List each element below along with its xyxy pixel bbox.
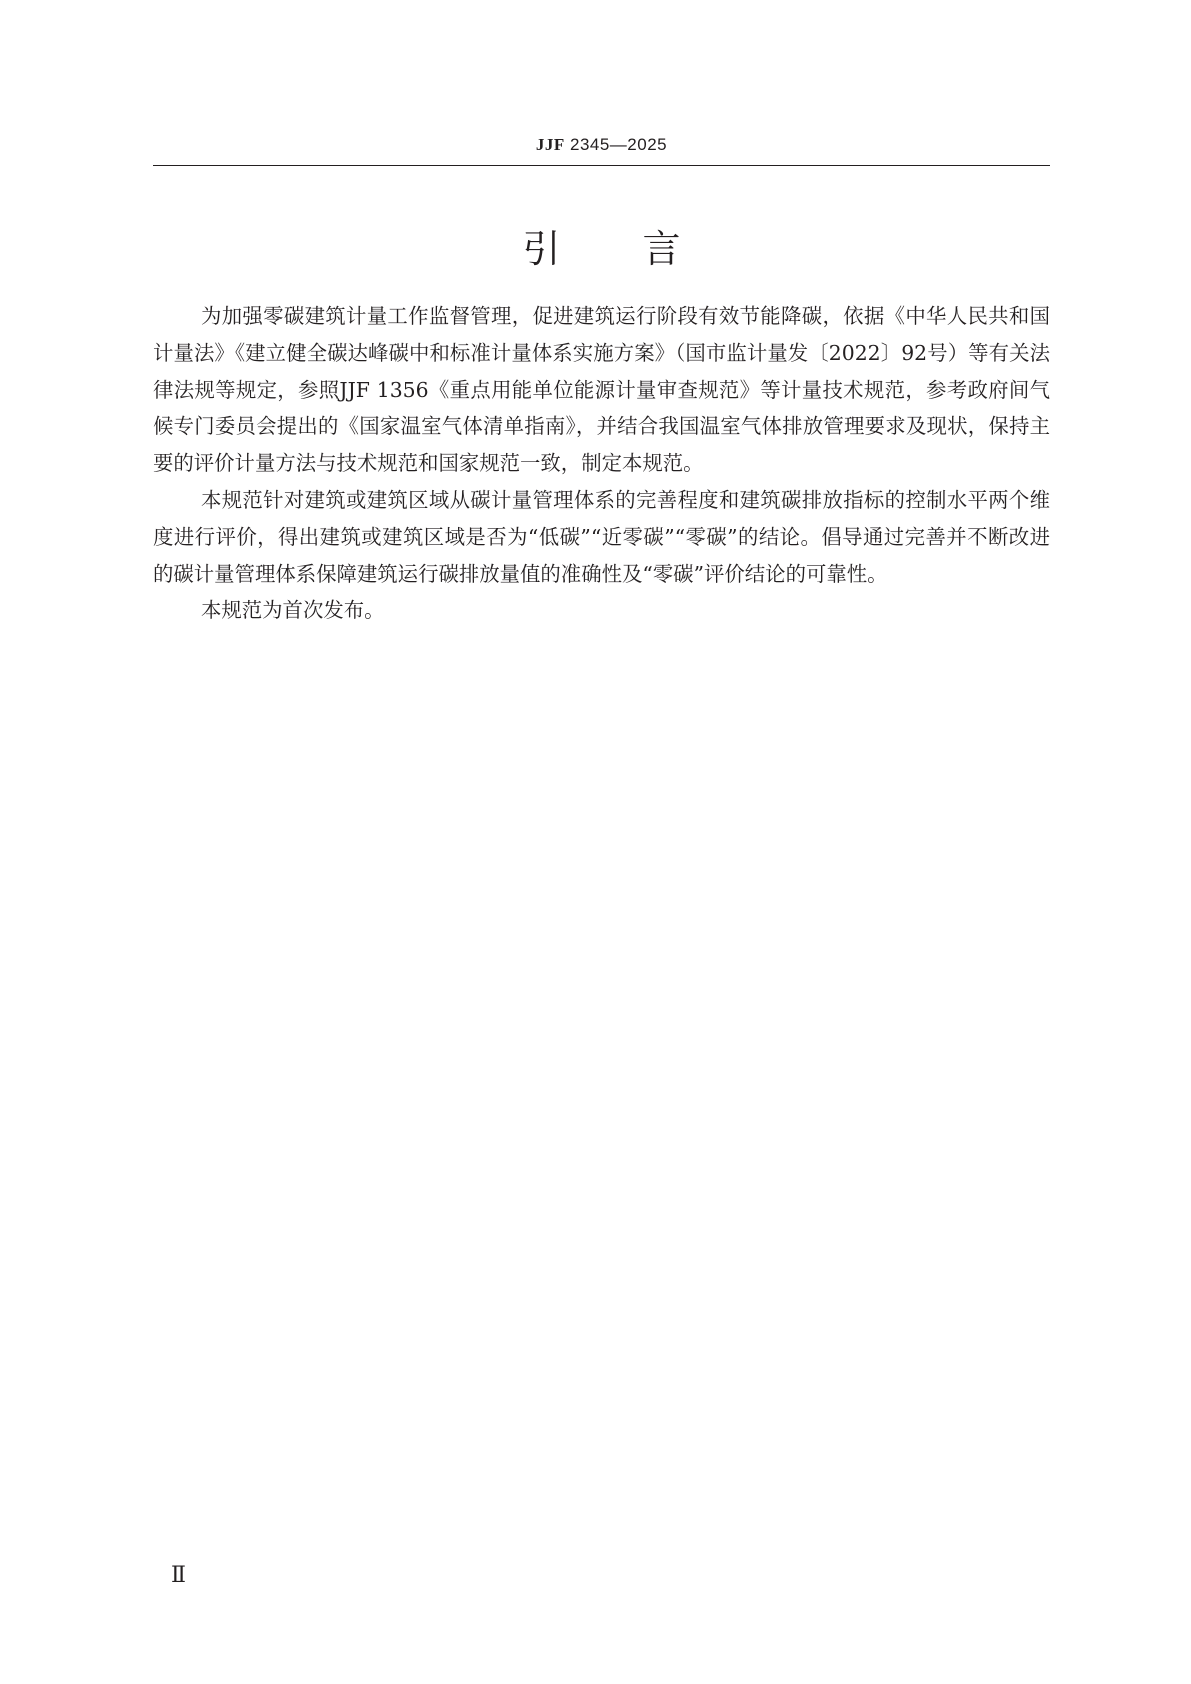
paragraph-2: 本规范针对建筑或建筑区域从碳计量管理体系的完善程度和建筑碳排放指标的控制水平两个维度进行评价，得出建筑或建筑区域是否为“低碳”“近零碳”“零碳”的结论。倡导通过完善并不断改进的碳计量管理体系保障建筑运行碳排放量值的准确性及“零碳”评价结论的可靠性。 <box>153 487 1050 586</box>
title-char-2: 言 <box>642 227 681 271</box>
paragraph-3: 本规范为首次发布。 <box>201 598 385 623</box>
standard-number: 2345—2025 <box>569 135 668 154</box>
standard-prefix: JJF <box>535 135 565 154</box>
paragraph-1: 为加强零碳建筑计量工作监督管理，促进建筑运行阶段有效节能降碳，依据《中华人民共和国计量法》《建立健全碳达峰碳中和标准计量体系实施方案》（国市监计量发〔2022〕92号）等有关法律法规等规定，参照JJF 1356《重点用能单位能源计量审查规范》等计量技术规范，参考政府间气候专门委员会提出的《国家温室气体清单指南》，并结合我国温室气体排放管理要求及现状，保持主要的评价计量方法与技术规范和国家规范一致，制定本规范。 <box>153 304 1050 476</box>
foreword-body <box>153 298 1050 629</box>
header-divider <box>153 165 1050 166</box>
running-header <box>153 135 1050 155</box>
page-number: Ⅱ <box>171 1562 186 1587</box>
title-char-1: 引 <box>522 227 561 271</box>
page-title <box>153 218 1050 273</box>
